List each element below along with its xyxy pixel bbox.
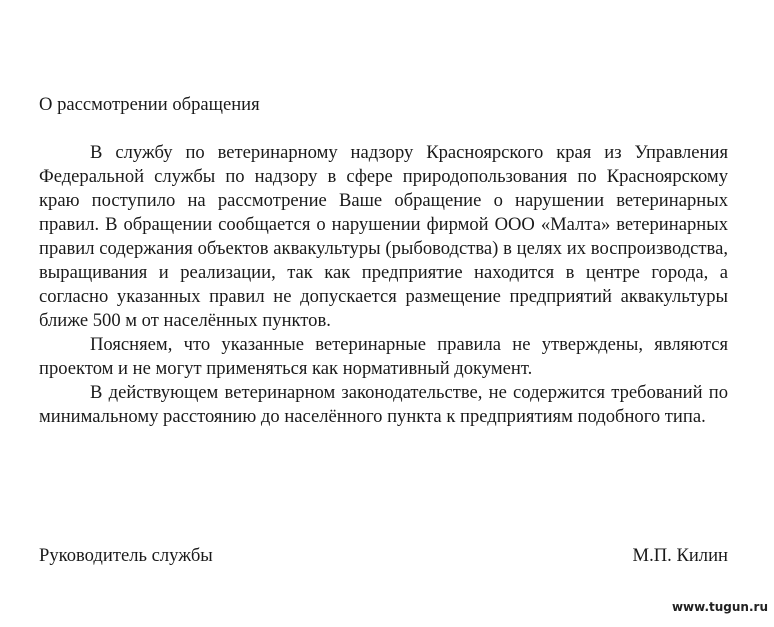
- paragraph-explanation: Поясняем, что указанные ветеринарные правила не утверждены, являются проектом и не могут применяться как нормативный документ.: [39, 334, 728, 379]
- site-watermark: www.tugun.ru: [671, 600, 768, 614]
- document-subject: О рассмотрении обращения: [39, 94, 260, 115]
- document-body: [39, 141, 728, 429]
- paragraph-legislation: В действующем ветеринарном законодательстве, не содержится требований по минимальному расстоянию до населённого пункта к предприятиям подобного типа.: [39, 382, 728, 427]
- signature-name: М.П. Килин: [632, 545, 728, 566]
- paragraph-complaint: В службу по ветеринарному надзору Красноярского края из Управления Федеральной службы по надзору в сфере природопользования по Красноярскому краю поступило на рассмотрение Ваше обращение о нарушении ветеринарных правил. В обращении сообщается о нарушении фирмой ООО «Малта» ветеринарных правил содержания объектов аквакультуры (рыбоводства) в целях их воспроизводства, выращивания и реализации, так как предприятие находится в центре города, а согласно указанных правил не допускается размещение предприятий аквакультуры ближе 500 м от населённых пунктов.: [39, 142, 728, 331]
- signature-position: Руководитель службы: [39, 545, 213, 566]
